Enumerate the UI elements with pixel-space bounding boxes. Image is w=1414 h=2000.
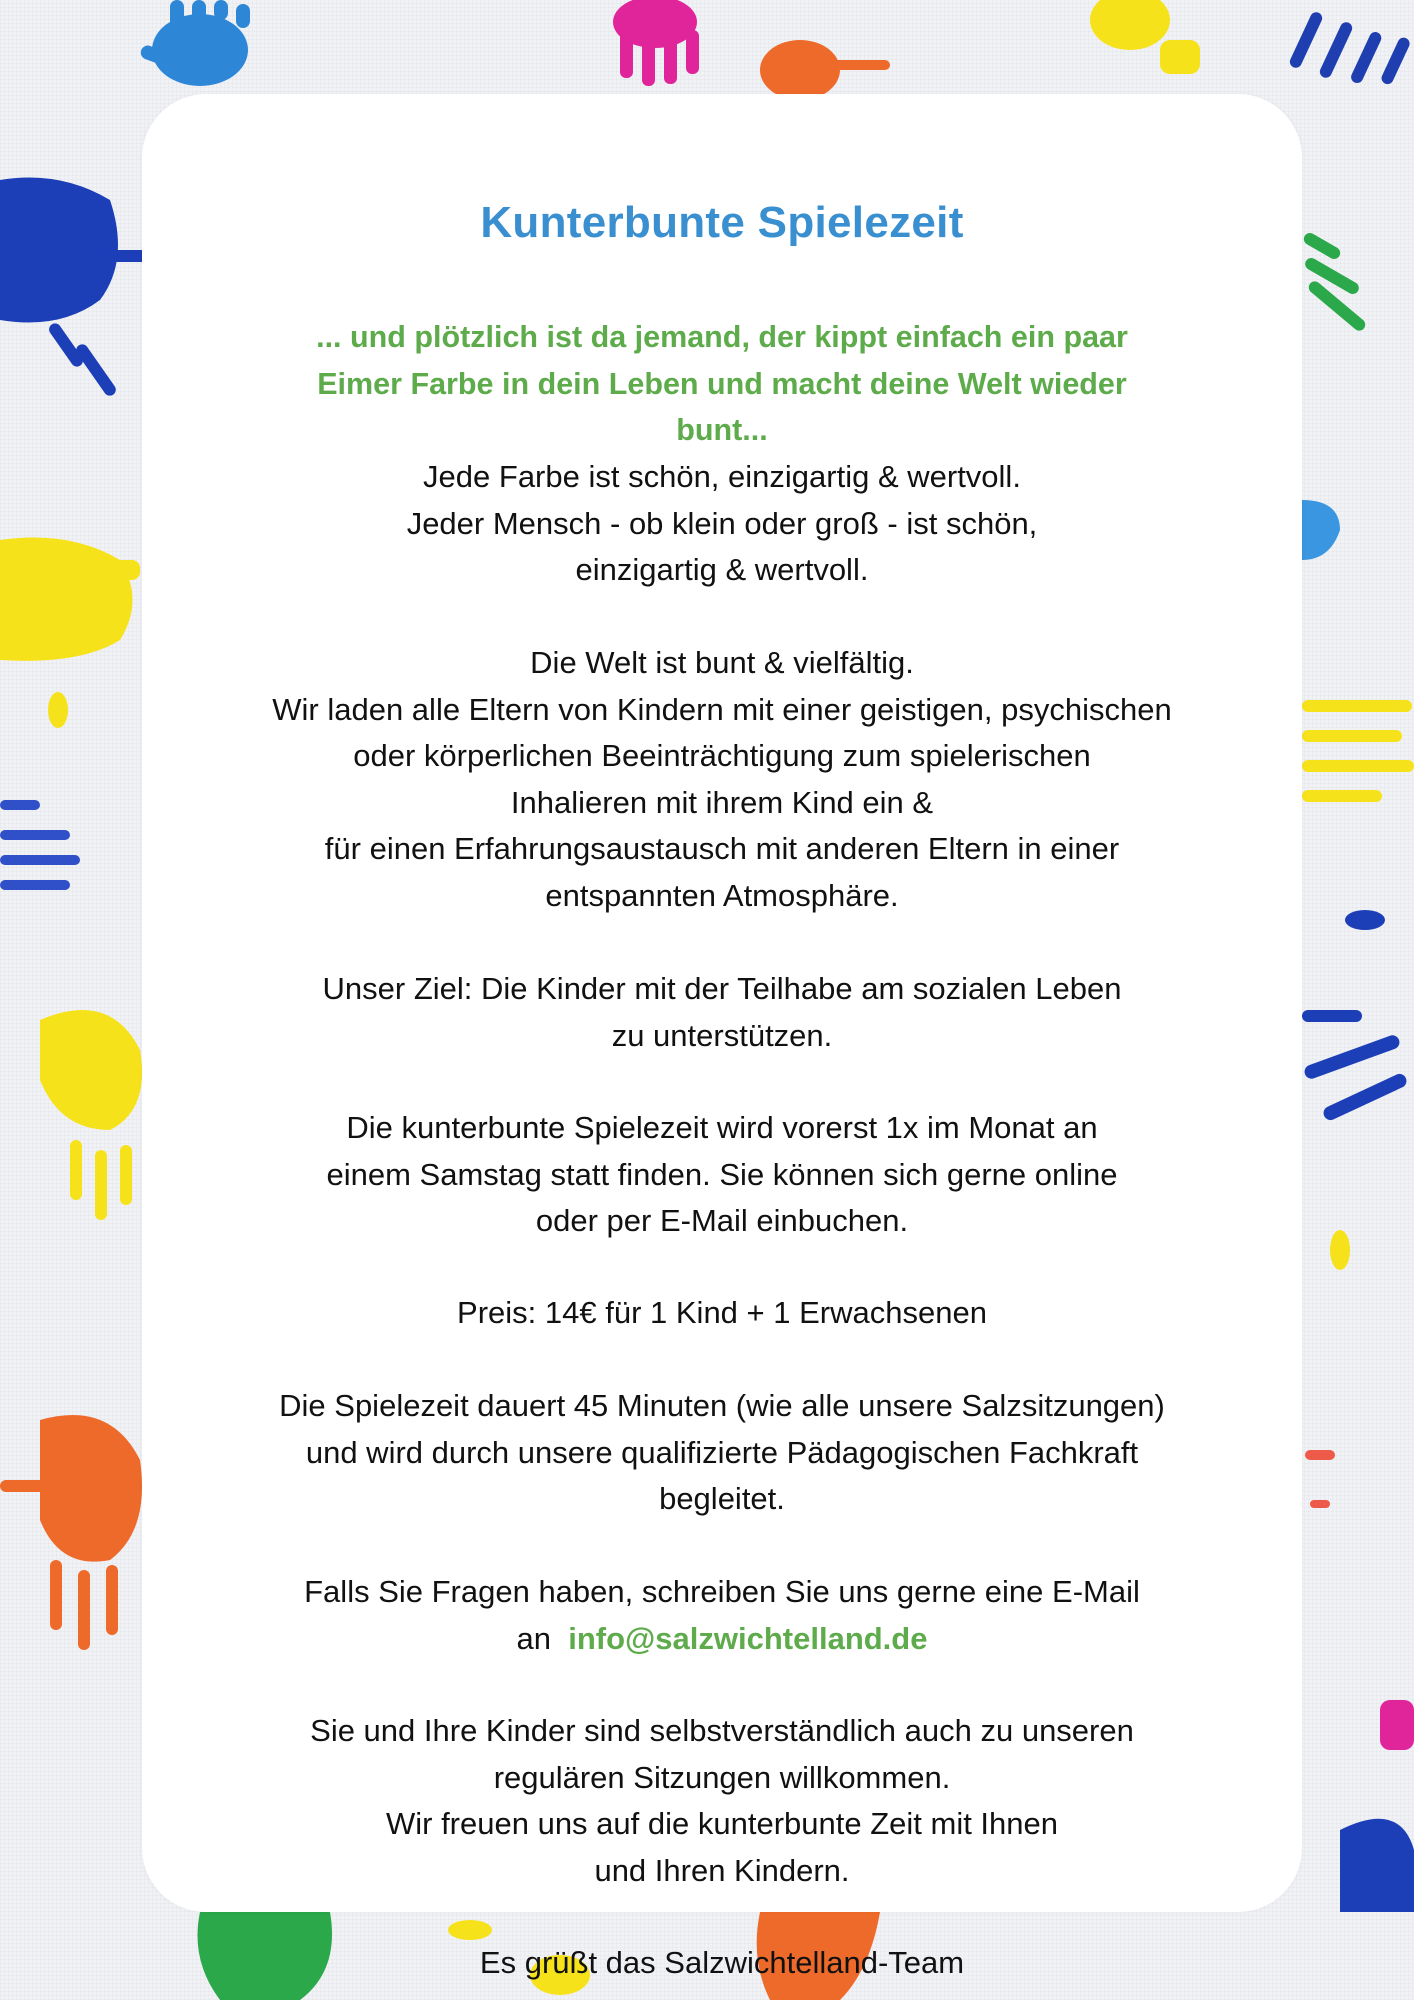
handprint-right-yellow	[1302, 700, 1414, 1270]
text-line: begleitet.	[659, 1481, 785, 1516]
text-line: und wird durch unsere qualifizierte Pädagogischen Fachkraft	[305, 1434, 1139, 1470]
paragraph-invitation	[142, 640, 1302, 919]
contact-email-line	[142, 1616, 1302, 1663]
text-line: zu unterstützen.	[611, 1017, 833, 1053]
text-line: Wir freuen uns auf die kunterbunte Zeit mit Ihnen	[385, 1806, 1059, 1841]
text-line: oder körperlichen Beeinträchtigung zum spielerischen	[353, 738, 1091, 773]
handprint-left-orange	[0, 1415, 142, 1650]
text-line: oder per E-Mail einbuchen.	[535, 1203, 909, 1238]
intro-line: Eimer Farbe in dein Leben und macht deine Welt wieder	[317, 366, 1127, 401]
text-line: entspannten Atmosphäre.	[545, 877, 899, 913]
handprint-left-small	[0, 800, 80, 890]
signoff	[142, 1940, 1302, 1987]
paragraph-duration	[142, 1383, 1302, 1523]
text-line: Sie und Ihre Kinder sind selbstverständlich auch zu unseren	[310, 1713, 1134, 1748]
contact-prefix: an	[516, 1620, 560, 1656]
email-link[interactable]: info@salzwichtelland.de	[568, 1620, 928, 1656]
price-info	[142, 1290, 1302, 1337]
text-line: Unser Ziel: Die Kinder mit der Teilhabe am sozialen Leben	[322, 971, 1122, 1006]
intro-line: ... und plötzlich ist da jemand, der kippt einfach ein paar	[316, 320, 1128, 354]
handprint-top-pink	[613, 0, 699, 86]
text-line: Jede Farbe ist schön, einzigartig & wertvoll.	[423, 459, 1021, 494]
handprint-right-darkblue	[1302, 910, 1414, 1912]
handprint-top-yellow	[1090, 0, 1200, 74]
text-line: Wir laden alle Eltern von Kindern mit einer geistigen, psychischen	[272, 691, 1172, 727]
page-title: Kunterbunte Spielezeit	[480, 198, 964, 247]
intro-quote	[142, 314, 1302, 454]
text-line: Die kunterbunte Spielezeit wird vorerst 1x im Monat an	[346, 1110, 1098, 1145]
text-line: einem Samstag statt finden. Sie können sich gerne online	[326, 1156, 1118, 1192]
signoff-line: Es grüßt das Salzwichtelland-Team	[479, 1945, 965, 1980]
handprint-top-right	[1288, 10, 1412, 86]
paragraph-welcome	[142, 1708, 1302, 1894]
content-card	[142, 94, 1302, 1980]
price-line: Preis: 14€ für 1 Kind + 1 Erwachsenen	[457, 1295, 987, 1330]
text-line: Inhalieren mit ihrem Kind ein &	[510, 784, 934, 820]
text-line: regulären Sitzungen willkommen.	[493, 1759, 951, 1795]
handprint-right-blue	[1302, 500, 1340, 560]
handprint-left-yellow	[0, 538, 140, 729]
text-line: Die Welt ist bunt & vielfältig.	[530, 645, 914, 680]
handprint-top-orange	[760, 40, 890, 100]
text-line: für einen Erfahrungsaustausch mit anderen Eltern in einer	[324, 831, 1120, 866]
paragraph-goal	[142, 966, 1302, 1059]
text-line: Jeder Mensch - ob klein oder groß - ist schön,	[406, 505, 1038, 541]
text-line: und Ihren Kindern.	[594, 1852, 850, 1888]
handprint-right-green	[1302, 231, 1368, 333]
handprint-top-left	[139, 0, 250, 86]
handprint-left-yellow-2	[40, 1010, 142, 1220]
paragraph-schedule	[142, 1105, 1302, 1245]
text-line: einzigartig & wertvoll.	[575, 552, 869, 587]
text-line: Die Spielezeit dauert 45 Minuten (wie alle unsere Salzsitzungen)	[279, 1388, 1165, 1423]
paragraph-contact	[142, 1569, 1302, 1662]
handprint-right-pink	[1380, 1700, 1414, 1750]
paragraph-value	[142, 454, 1302, 594]
text-line: Falls Sie Fragen haben, schreiben Sie uns gerne eine E-Mail	[304, 1574, 1140, 1609]
handprint-right-orange	[1305, 1450, 1335, 1508]
intro-line: bunt...	[676, 413, 768, 447]
